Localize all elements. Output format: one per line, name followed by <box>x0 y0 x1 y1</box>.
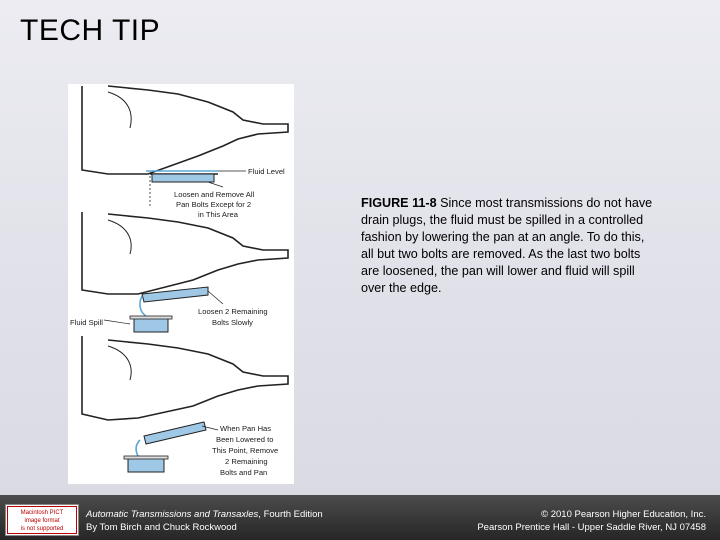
footer-publisher-info <box>477 508 706 534</box>
book-edition: , Fourth Edition <box>258 509 323 520</box>
copyright-text: © 2010 Pearson Higher Education, Inc. <box>541 509 706 520</box>
pan-3 <box>144 422 206 444</box>
label-pan-lowered-2: Been Lowered to <box>216 435 274 444</box>
book-authors: By Tom Birch and Chuck Rockwood <box>86 522 237 533</box>
book-title: Automatic Transmissions and Transaxles <box>86 509 259 520</box>
slide-footer <box>0 495 720 540</box>
label-loosen-two-1: Loosen 2 Remaining <box>198 307 268 316</box>
logo-line-2: image format <box>24 518 60 524</box>
label-pan-lowered-5: Bolts and Pan <box>220 468 268 477</box>
label-fluid-spill: Fluid Spill <box>70 318 103 327</box>
broken-image-icon <box>7 506 77 534</box>
label-loosen-all-1: Loosen and Remove All <box>174 190 255 199</box>
label-loosen-all-3: in This Area <box>198 210 238 219</box>
label-pan-lowered-1: When Pan Has <box>220 424 272 433</box>
logo-line-3: is not supported <box>20 526 64 532</box>
pan-2 <box>142 287 208 302</box>
transmission-panel-2 <box>82 212 288 294</box>
label-loosen-all-2: Pan Bolts Except for 2 <box>176 200 252 209</box>
unsupported-image-placeholder <box>5 504 79 536</box>
label-loosen-two-2: Bolts Slowly <box>212 318 253 327</box>
slide-title: TECH TIP <box>20 14 161 47</box>
label-fluid-level: Fluid Level <box>248 167 285 176</box>
transmission-diagram <box>68 84 294 484</box>
publisher-text: Pearson Prentice Hall - Upper Saddle River, NJ 07458 <box>477 522 706 533</box>
pan-1 <box>152 174 214 182</box>
drain-container-2 <box>134 318 168 332</box>
label-pan-lowered-4: 2 Remaining <box>225 457 268 466</box>
label-pan-lowered-3: This Point, Remove <box>212 446 279 455</box>
transmission-panel-1 <box>82 86 288 174</box>
transmission-figure <box>68 84 294 484</box>
caption-text: Since most transmissions do not have drain plugs, the fluid must be spilled in a controlled fashion by lowering the pan at an angle. To do this, all but two bolts are removed. As the last two bolts are loosened, the pan will lower and fluid will spill over the edge. <box>361 196 653 295</box>
logo-line-1: Macintosh PICT <box>20 510 64 516</box>
footer-book-info <box>86 508 323 534</box>
figure-caption <box>361 195 653 297</box>
drain-container-3 <box>128 458 164 472</box>
caption-label: FIGURE 11-8 <box>361 196 437 210</box>
transmission-panel-3 <box>82 336 288 420</box>
